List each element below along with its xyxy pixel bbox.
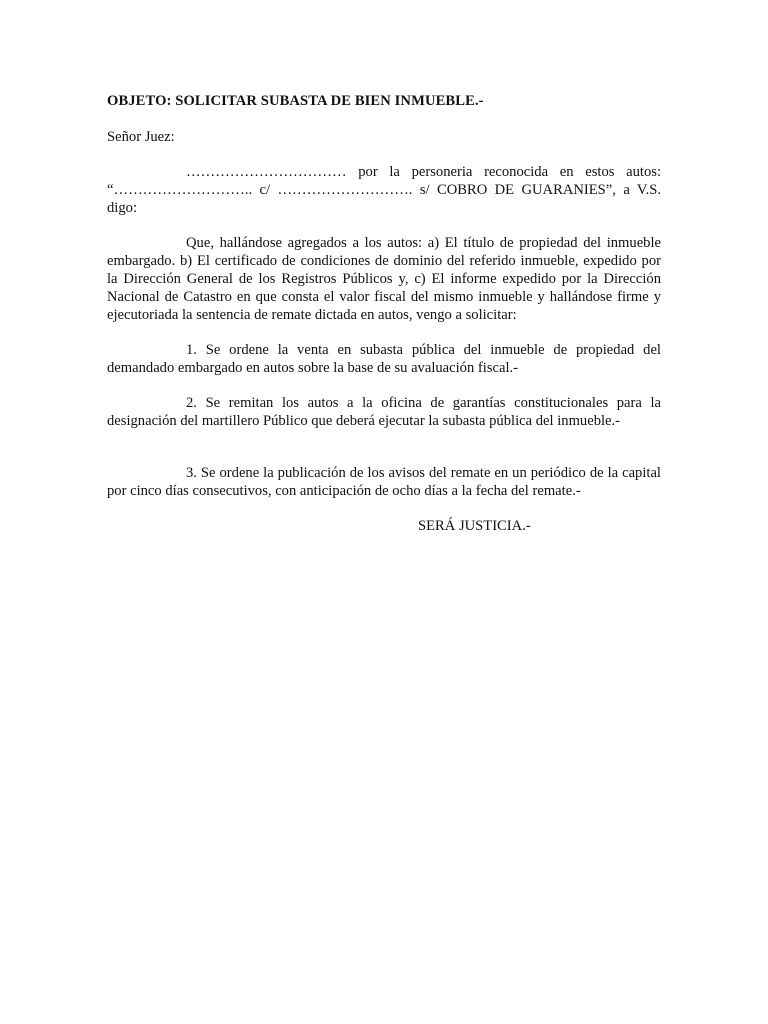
document-title: OBJETO: SOLICITAR SUBASTA DE BIEN INMUEBLE.- <box>107 93 484 109</box>
greeting: Señor Juez: <box>107 129 175 145</box>
paragraph-item-1: 1. Se ordene la venta en subasta pública del inmueble de propiedad del demandado embargado en autos sobre la base de su avaluación fiscal.- <box>107 342 661 376</box>
document-body <box>107 92 661 535</box>
paragraph-item-2: 2. Se remitan los autos a la oficina de garantías constitucionales para la designación del martillero Público que deberá ejecutar la subasta pública del inmueble.- <box>107 395 661 429</box>
paragraph-intro: …………………………… por la personeria reconocida en estos autos: “……………………….. c/ ………………………. s/ COBRO DE GUARANIES”, a V.S. digo: <box>107 164 661 216</box>
paragraph-item-3: 3. Se ordene la publicación de los avisos del remate en un periódico de la capital por cinco días consecutivos, con anticipación de ocho días a la fecha del remate.- <box>107 465 661 499</box>
closing-signature: SERÁ JUSTICIA.- <box>418 518 531 534</box>
paragraph-que: Que, hallándose agregados a los autos: a) El título de propiedad del inmueble embargado. b) El certificado de condiciones de dominio del referido inmueble, expedido por la Dirección General de los Registros Públicos y, c) El informe expedido por la Dirección Nacional de Catastro en que consta el valor fiscal del mismo inmueble y hallándose firme y ejecutoriada la sentencia de remate dictada en autos, vengo a solicitar: <box>107 235 661 323</box>
